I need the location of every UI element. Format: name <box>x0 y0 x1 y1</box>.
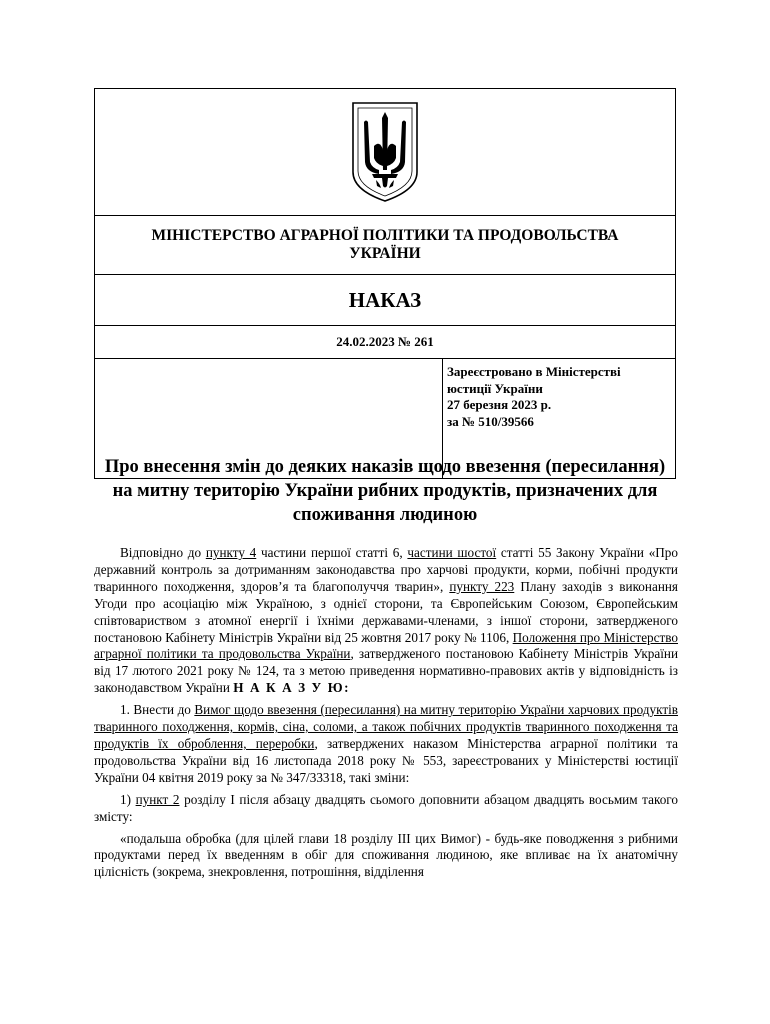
link-import-requirements[interactable]: Вимог щодо ввезення (пересилання) на митну територію України харчових продуктів тваринного походження, кормів, сіна, соломи, а також побічних продуктів тваринного походження та продуктів їх оброблення, переробки <box>94 702 679 751</box>
text-span: 1. Внести до <box>120 702 195 718</box>
text-span: Відповідно до <box>120 545 206 560</box>
text-span: , затверджених наказом Міністерства аграрної політики та продовольства України від 16 листопада 2018 року № 553, зареєстрованих у Міністерстві юстиції України 04 квітня 2019 року за № 347/33318, такі зміни: <box>94 735 678 785</box>
order-date-number: 24.02.2023 № 261 <box>95 326 675 359</box>
trident-emblem-icon <box>350 100 420 204</box>
subitem-1-paragraph <box>94 792 678 826</box>
link-ministry-regulation[interactable]: Положення про Міністерство аграрної політики та продовольства України <box>94 629 678 662</box>
text-span: Плану заходів з виконання Угоди про асоціацію між Україною, з однієї сторони, та Європейським Союзом, Європейським співтовариством з атомної енергії і їхніми державами-членами, з іншої сторони, затвердженого постановою Кабінету Міністрів України від 25 жовтня 2017 року № 1106, <box>94 578 678 645</box>
header-table <box>94 88 676 479</box>
link-part-six[interactable]: частини шостої <box>407 545 497 560</box>
emblem-cell <box>95 89 675 216</box>
link-point-2[interactable]: пункт 2 <box>135 791 180 807</box>
link-point-223[interactable]: пункту 223 <box>449 578 515 594</box>
item-1-paragraph <box>94 702 678 787</box>
text-span: , затвердженого постановою Кабінету Міністрів України від 17 лютого 2021 року № 124, та з метою приведення нормативно-правових актів у відповідність із законодавством України <box>94 646 679 696</box>
registration-line: Зареєстровано в Міністерстві <box>447 364 621 379</box>
registration-line: юстиції України <box>447 380 543 396</box>
order-word: Н А К А З У Ю: <box>233 680 351 696</box>
text-span: частини першої статті 6, <box>256 545 408 560</box>
text-span: статті 55 Закону України «Про державний контроль за дотриманням законодавства про харчові продукти, корми, побічні продукти тваринного походження, здоров’я та благополуччя тварин», <box>94 545 678 594</box>
registration-line: за № 510/39566 <box>447 413 534 429</box>
document-body <box>94 545 678 886</box>
document-title: Про внесення змін до деяких наказів щодо ввезення (пересилання) на митну територію України рибних продуктів, призначених для споживання людиною <box>104 457 666 525</box>
preamble-paragraph <box>94 545 678 697</box>
registration-line: 27 березня 2023 р. <box>447 397 552 412</box>
ministry-name: МІНІСТЕРСТВО АГРАРНОЇ ПОЛІТИКИ ТА ПРОДОВОЛЬСТВА УКРАЇНИ <box>95 216 675 275</box>
text-span: розділу I після абзацу двадцять сьомого доповнити абзацом двадцять восьмим такого змісту: <box>94 791 678 824</box>
link-point-4[interactable]: пункту 4 <box>205 545 257 560</box>
text-span: 1) <box>120 791 136 807</box>
quoted-definition-paragraph: «подальша обробка (для цілей глави 18 розділу III цих Вимог) - будь-яке поводження з рибними продуктами перед їх введенням в обіг для споживання людиною, яке впливає на їх анатомічну цілісність (зокрема, знекровлення, потрошіння, відділення <box>94 830 678 880</box>
order-label: НАКАЗ <box>95 275 675 326</box>
